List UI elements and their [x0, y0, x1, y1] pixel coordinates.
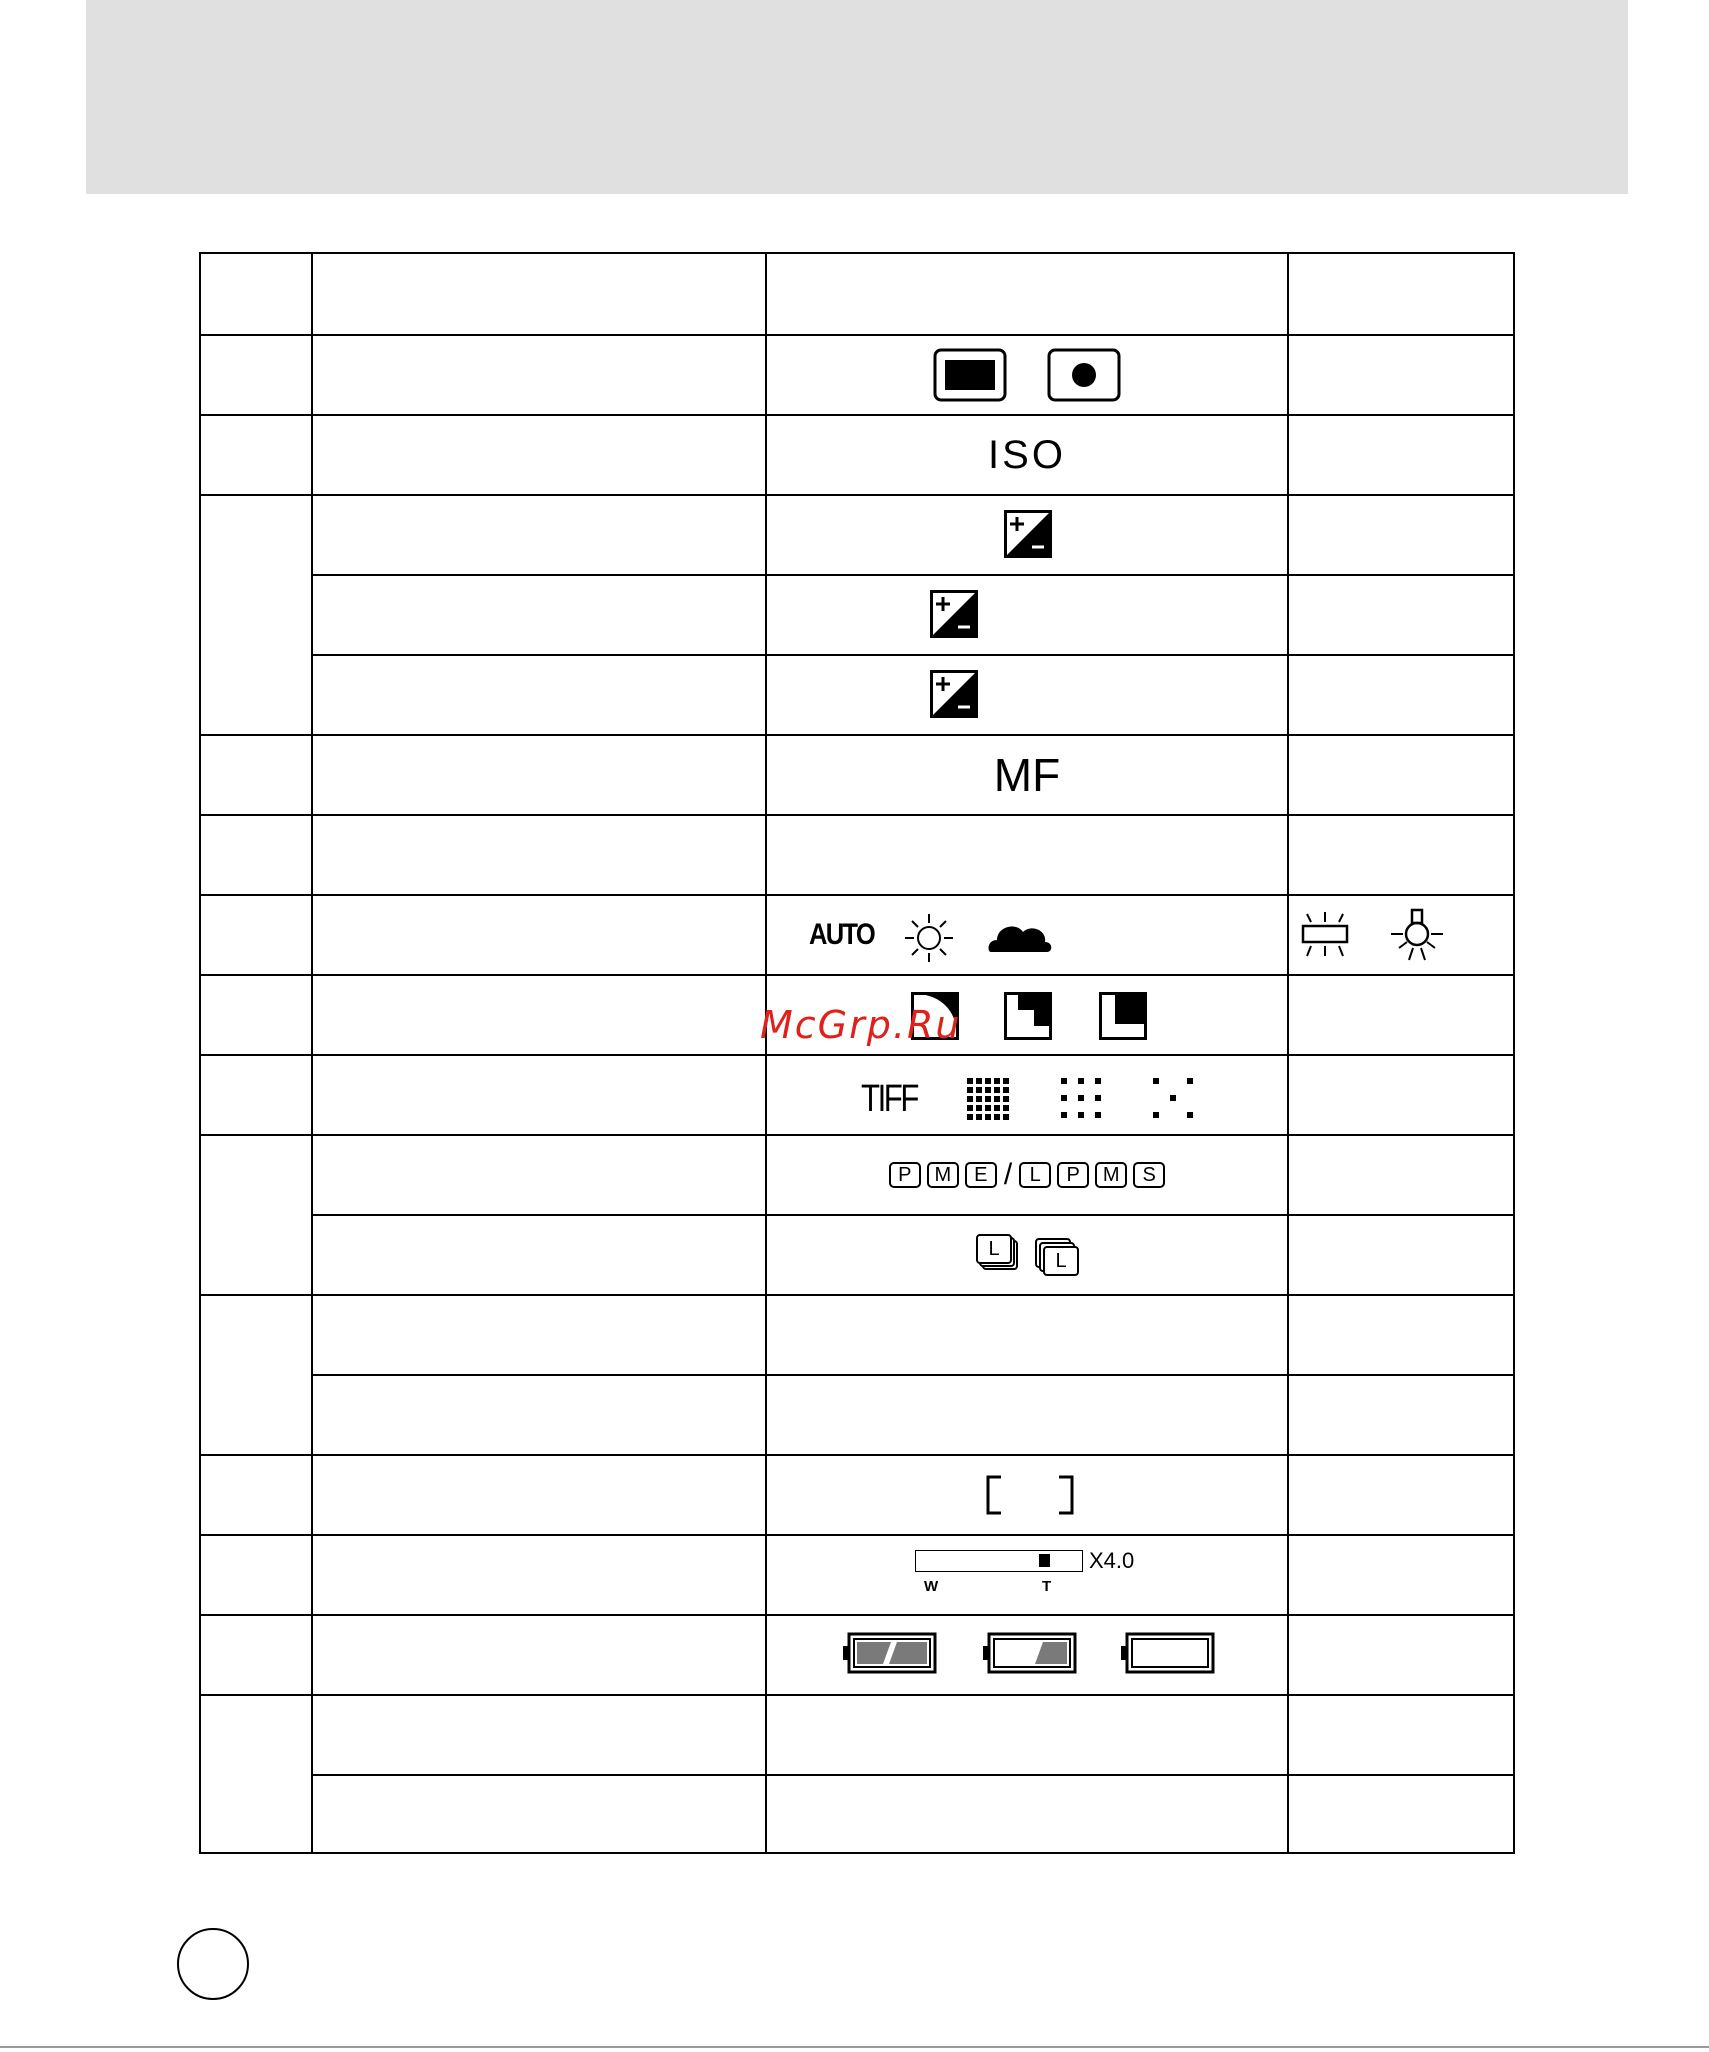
row-divider [201, 1614, 1513, 1616]
af-frame-icon [985, 1474, 1075, 1516]
continuous-key-label: L [1043, 1246, 1079, 1276]
page-number-circle [177, 1928, 249, 2000]
normal-icon [1059, 1076, 1103, 1120]
row-divider [201, 494, 1513, 496]
row-divider [201, 334, 1513, 336]
key-l: L [1019, 1162, 1051, 1188]
wb-auto-label: AUTO [809, 918, 874, 951]
sharpness-hard-icon [1099, 992, 1147, 1040]
row-divider [201, 1294, 1513, 1296]
row-divider [311, 1774, 1513, 1776]
row-divider [311, 1374, 1513, 1376]
cloudy-icon [987, 916, 1053, 956]
basic-icon [1151, 1076, 1195, 1120]
row-divider [201, 894, 1513, 896]
zoom-tele-label: T [1042, 1578, 1052, 1595]
zoom-wide-label: W [924, 1578, 939, 1595]
metering-icons [931, 346, 1121, 406]
key-e: E [965, 1162, 997, 1188]
row-divider [201, 1454, 1513, 1456]
multi-metering-icon [935, 350, 1005, 400]
fine-icon [965, 1076, 1009, 1120]
sunlight-icon [901, 910, 957, 966]
indicator-table [199, 252, 1515, 1854]
iso-label: ISO [988, 432, 1066, 477]
row-divider [201, 974, 1513, 976]
exposure-compensation-icon [930, 670, 978, 718]
row-divider [201, 1534, 1513, 1536]
battery-empty-icon [1119, 1632, 1215, 1674]
battery-full-icon [841, 1632, 937, 1674]
row-divider [311, 574, 1513, 576]
exposure-compensation-icon [1004, 510, 1052, 558]
key-p: P [889, 1162, 921, 1188]
zoom-value: X4.0 [1089, 1548, 1135, 1573]
zoom-bar [915, 1550, 1083, 1572]
key-p: P [1057, 1162, 1089, 1188]
mf-label: MF [993, 749, 1061, 801]
key-m: M [927, 1162, 959, 1188]
row-divider [311, 654, 1513, 656]
footer-line [0, 2046, 1709, 2048]
zoom-position-marker [1039, 1554, 1050, 1567]
row-divider [201, 1694, 1513, 1696]
tiff-label: TIFF [861, 1078, 917, 1120]
watermark: McGrp.Ru [760, 1003, 962, 1047]
continuous-key-label: L [976, 1234, 1012, 1264]
key-s: S [1133, 1162, 1165, 1188]
image-size-keys [767, 1136, 1287, 1214]
key-m: M [1095, 1162, 1127, 1188]
header-band [86, 0, 1628, 194]
fluorescent-icon [1299, 908, 1351, 964]
size-separator: / [1003, 1158, 1013, 1191]
row-divider [201, 814, 1513, 816]
row-divider [311, 1214, 1513, 1216]
continuous-single-icon [976, 1234, 1018, 1270]
battery-low-icon [981, 1632, 1077, 1674]
spot-metering-icon [1049, 350, 1119, 400]
incandescent-icon [1389, 904, 1445, 964]
continuous-multi-icon [1035, 1238, 1081, 1278]
row-divider [201, 1054, 1513, 1056]
sharpness-standard-icon [1004, 992, 1052, 1040]
exposure-compensation-icon [930, 590, 978, 638]
